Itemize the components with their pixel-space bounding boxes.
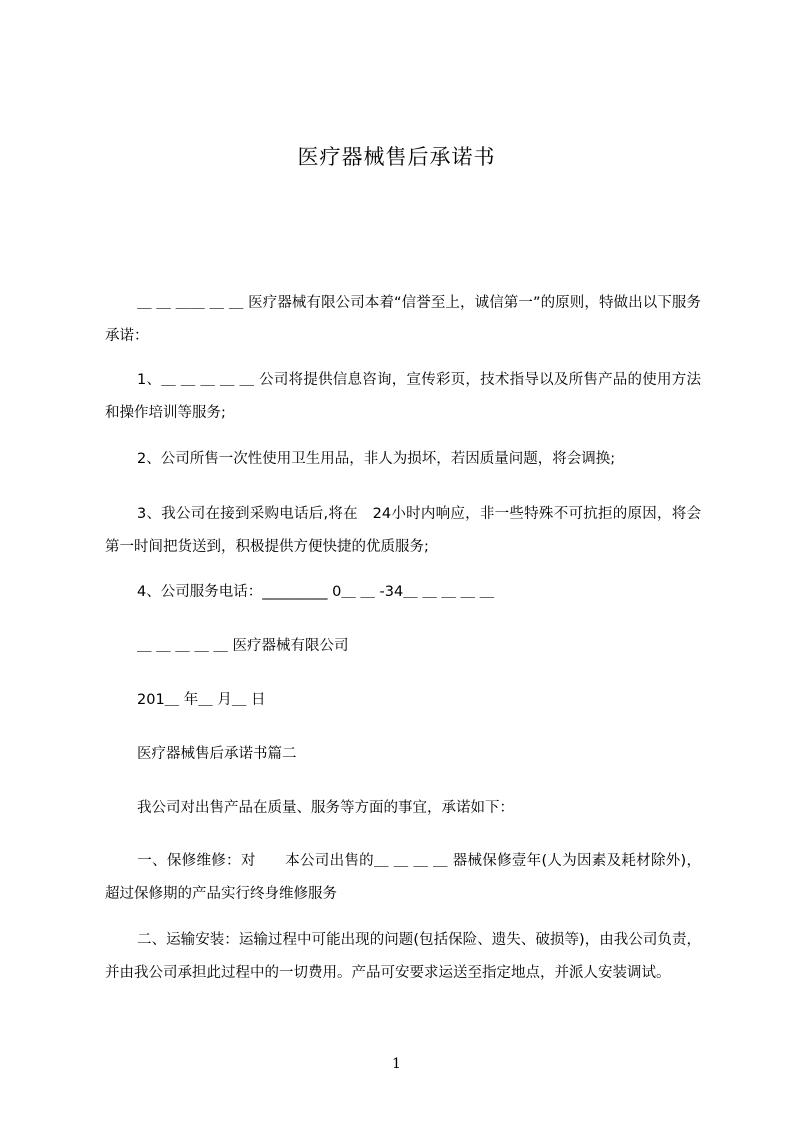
company-signature bbox=[105, 630, 701, 663]
commitment-item-3 bbox=[105, 498, 701, 564]
section-heading-2-text: 医疗器械售后承诺书篇二 bbox=[137, 746, 297, 762]
service-phone-text: 4、公司服务电话：_________ 0＿ ＿ -34＿ ＿ ＿ ＿ ＿ bbox=[137, 584, 495, 600]
company-signature-text: ＿ ＿ ＿ ＿ ＿ 医疗器械有限公司 bbox=[137, 638, 349, 654]
signature-date bbox=[105, 684, 701, 717]
intro-text: ＿ ＿ ＿＿ ＿ ＿ 医疗器械有限公司本着“信誉至上，诚信第一”的原则，特做出以下服务承诺： bbox=[105, 295, 701, 344]
section-2-intro-text: 我公司对出售产品在质量、服务等方面的事宜，承诺如下： bbox=[137, 800, 514, 816]
intro-paragraph bbox=[105, 287, 701, 353]
page-number: 1 bbox=[392, 1056, 401, 1072]
signature-date-text: 201＿ 年＿ 月＿ 日 bbox=[137, 692, 266, 708]
commitment-item-2 bbox=[105, 443, 701, 476]
warranty-clause bbox=[105, 845, 701, 911]
commitment-item-1 bbox=[105, 364, 701, 430]
section-heading-2 bbox=[105, 738, 701, 771]
warranty-clause-text: 一、保修维修：对 本公司出售的＿ ＿ ＿ ＿ 器械保修壹年(人为因素及耗材除外)，超过保修期的产品实行终身维修服务 bbox=[105, 853, 701, 902]
service-phone-line bbox=[105, 576, 701, 609]
commitment-item-1-text: 1、＿ ＿ ＿ ＿ ＿ 公司将提供信息咨询，宣传彩页，技术指导以及所售产品的使用方法和操作培训等服务; bbox=[105, 372, 701, 421]
transport-clause-text: 二、运输安装：运输过程中可能出现的问题(包括保险、遗失、破损等)，由我公司负责，并由我公司承担此过程中的一切费用。产品可安要求运送至指定地点，并派人安装调试。 bbox=[105, 932, 701, 981]
page-title: 医疗器械售后承诺书 bbox=[297, 145, 496, 169]
commitment-item-2-text: 2、公司所售一次性使用卫生用品，非人为损坏，若因质量问题，将会调换; bbox=[137, 451, 616, 467]
section-2-intro bbox=[105, 792, 701, 825]
transport-clause bbox=[105, 924, 701, 990]
commitment-item-3-text: 3、我公司在接到采购电话后,将在 24小时内响应，非一些特殊不可抗拒的原因，将会第一时间把货送到，积极提供方便快捷的优质服务; bbox=[105, 506, 701, 555]
